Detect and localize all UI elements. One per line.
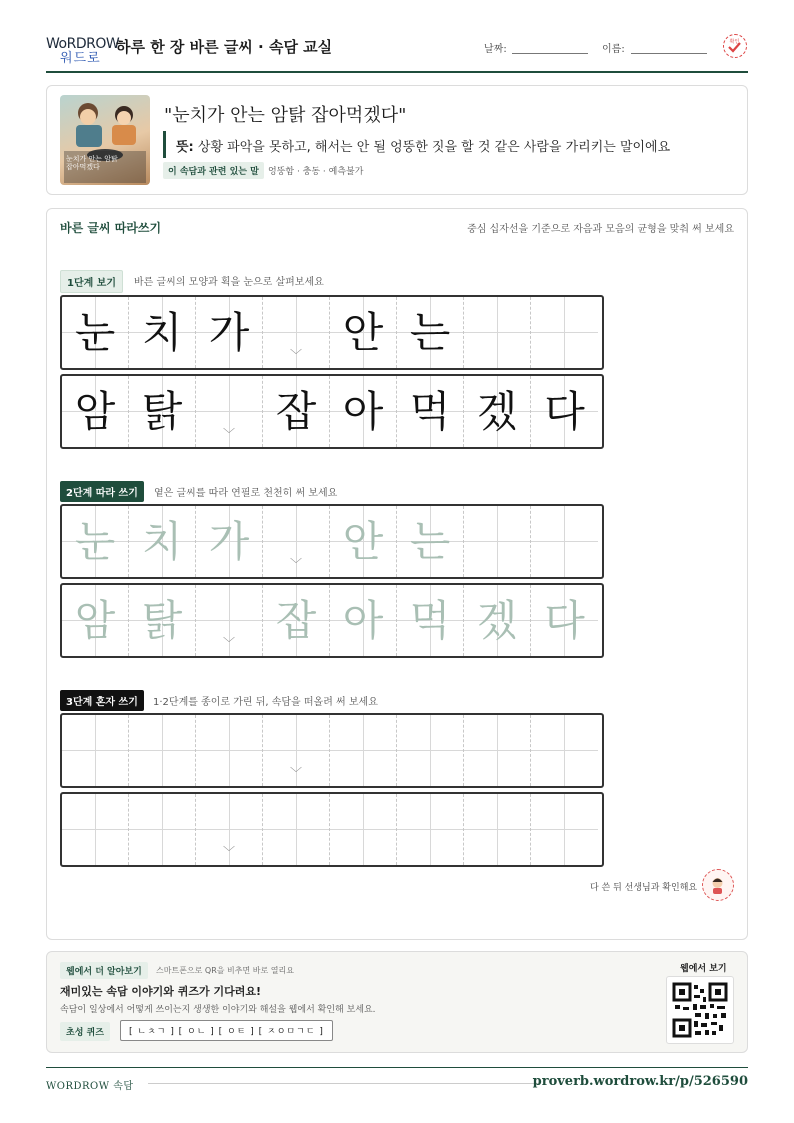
step3-line2[interactable] bbox=[60, 792, 604, 867]
trace-cell[interactable] bbox=[62, 585, 129, 656]
char-cell bbox=[263, 376, 330, 447]
space-mark-icon: ﹀ bbox=[289, 348, 303, 362]
step3-note: 1·2단계를 종이로 가린 뒤, 속담을 떠올려 써 보세요 bbox=[153, 697, 378, 708]
space-mark-icon: ﹀ bbox=[289, 766, 303, 780]
practice-char: 안 bbox=[342, 307, 384, 357]
step2-line1[interactable] bbox=[60, 504, 604, 579]
char-cell bbox=[531, 376, 598, 447]
write-cell[interactable] bbox=[129, 715, 196, 786]
initial-quiz-box: [ ㄴㅊㄱ ] [ ㅇㄴ ] [ ㅇㅌ ] [ ㅈㅇㅁㄱㄷ ] bbox=[120, 1020, 333, 1041]
name-field[interactable] bbox=[631, 53, 707, 54]
proverb-illustration bbox=[60, 95, 150, 185]
trace-char: 암 bbox=[74, 595, 116, 645]
trace-cell[interactable] bbox=[129, 506, 196, 577]
footer-brand: WORDROW 속담 bbox=[46, 1081, 134, 1092]
write-cell[interactable] bbox=[464, 715, 531, 786]
step3-line1[interactable] bbox=[60, 713, 604, 788]
trace-cell[interactable] bbox=[263, 585, 330, 656]
trace-char: 치 bbox=[141, 516, 183, 566]
proverb-title: "눈치가 안는 암탉 잡아먹겠다" bbox=[164, 105, 407, 126]
space-mark-icon: ﹀ bbox=[289, 557, 303, 571]
practice-char: 탉 bbox=[141, 386, 183, 436]
logo-wordmark: WoRDROW bbox=[46, 36, 120, 52]
trace-cell[interactable] bbox=[464, 506, 531, 577]
step1-label: 1단계 보기 bbox=[60, 270, 123, 293]
write-cell[interactable] bbox=[531, 715, 598, 786]
trace-char: 탉 bbox=[141, 595, 183, 645]
related-label: 이 속담과 관련 있는 말 bbox=[163, 162, 264, 179]
char-cell bbox=[62, 297, 129, 368]
step2-note: 옅은 글씨를 따라 연필로 천천히 써 보세요 bbox=[154, 488, 338, 499]
practice-char: 아 bbox=[342, 386, 384, 436]
char-cell bbox=[330, 297, 397, 368]
write-cell[interactable] bbox=[397, 794, 464, 865]
char-cell bbox=[62, 376, 129, 447]
write-cell[interactable] bbox=[129, 794, 196, 865]
char-cell bbox=[129, 297, 196, 368]
trace-char: 먹 bbox=[409, 595, 451, 645]
char-cell bbox=[397, 376, 464, 447]
write-cell[interactable] bbox=[397, 715, 464, 786]
meaning-accent-bar bbox=[163, 131, 166, 158]
date-field[interactable] bbox=[512, 53, 588, 54]
trace-char: 안 bbox=[342, 516, 384, 566]
trace-cell[interactable] bbox=[196, 506, 263, 577]
practice-char: 다 bbox=[544, 386, 585, 436]
step3-label: 3단계 혼자 쓰기 bbox=[60, 690, 144, 711]
space-mark-icon: ﹀ bbox=[222, 845, 236, 859]
char-cell bbox=[397, 297, 464, 368]
name-label: 이름: bbox=[602, 44, 625, 55]
footer-mid-line bbox=[148, 1083, 538, 1084]
space-cell bbox=[263, 297, 330, 368]
trace-cell[interactable] bbox=[397, 585, 464, 656]
page-title: 하루 한 장 바른 글씨 · 속담 교실 bbox=[116, 38, 333, 56]
write-cell[interactable] bbox=[330, 794, 397, 865]
web-more-tag: 웹에서 더 알아보기 bbox=[60, 962, 148, 979]
practice-char: 암 bbox=[74, 386, 116, 436]
trace-char: 눈 bbox=[74, 516, 116, 566]
space-cell bbox=[263, 715, 330, 786]
trace-cell[interactable] bbox=[397, 506, 464, 577]
teacher-check-note: 다 쓴 뒤 선생님과 확인해요 bbox=[590, 883, 698, 893]
thumb-caption: 눈치가 안는 암탉 잡아먹겠다 bbox=[66, 155, 118, 172]
char-cell bbox=[330, 376, 397, 447]
logo-korean: 워드로 bbox=[60, 51, 101, 66]
space-cell bbox=[196, 585, 263, 656]
write-cell[interactable] bbox=[464, 794, 531, 865]
space-cell bbox=[196, 376, 263, 447]
practice-note: 중심 십자선을 기준으로 자음과 모음의 균형을 맞춰 써 보세요 bbox=[467, 224, 734, 235]
footer-divider bbox=[46, 1067, 748, 1068]
char-cell bbox=[129, 376, 196, 447]
char-cell bbox=[531, 297, 598, 368]
footer-url-link[interactable]: proverb.wordrow.kr/p/526590 bbox=[532, 1074, 748, 1089]
web-description: 속담이 일상에서 어떻게 쓰이는지 생생한 이야기와 해설을 웹에서 확인해 보세요. bbox=[60, 1005, 376, 1015]
qr-code[interactable] bbox=[666, 976, 734, 1044]
web-note: 스마트폰으로 QR을 비추면 바로 열리요 bbox=[156, 966, 294, 975]
badge-text: 확인 bbox=[729, 39, 740, 45]
practice-char: 가 bbox=[208, 307, 250, 357]
write-cell[interactable] bbox=[263, 794, 330, 865]
write-cell[interactable] bbox=[531, 794, 598, 865]
proverb-meaning bbox=[176, 136, 670, 155]
trace-cell[interactable] bbox=[330, 585, 397, 656]
space-mark-icon: ﹀ bbox=[222, 427, 236, 441]
write-cell[interactable] bbox=[196, 715, 263, 786]
practice-title: 바른 글씨 따라쓰기 bbox=[60, 221, 162, 235]
web-headline: 재미있는 속담 이야기와 퀴즈가 기다려요! bbox=[60, 985, 261, 998]
trace-char: 는 bbox=[409, 516, 451, 566]
step1-note: 바른 글씨의 모양과 획을 눈으로 살펴보세요 bbox=[134, 277, 324, 288]
char-cell bbox=[464, 376, 531, 447]
write-cell[interactable] bbox=[62, 715, 129, 786]
practice-char: 눈 bbox=[74, 307, 116, 357]
practice-char: 잡 bbox=[275, 386, 317, 436]
meaning-text: 상황 파악을 못하고, 해서는 안 될 엉뚱한 짓을 할 것 같은 사람을 가리키는 말이에요 bbox=[197, 140, 671, 155]
trace-cell[interactable] bbox=[531, 506, 598, 577]
space-cell bbox=[263, 506, 330, 577]
trace-char: 아 bbox=[342, 595, 384, 645]
trace-char: 가 bbox=[208, 516, 250, 566]
meaning-label: 뜻: bbox=[176, 140, 194, 155]
trace-cell[interactable] bbox=[464, 585, 531, 656]
write-cell[interactable] bbox=[62, 794, 129, 865]
date-label: 날짜: bbox=[484, 44, 507, 55]
trace-char: 겠 bbox=[476, 595, 518, 645]
trace-cell[interactable] bbox=[330, 506, 397, 577]
write-cell[interactable] bbox=[330, 715, 397, 786]
trace-cell[interactable] bbox=[129, 585, 196, 656]
wordrow-logo bbox=[46, 36, 120, 66]
teacher-stamp-icon bbox=[702, 869, 734, 901]
trace-char: 다 bbox=[544, 595, 585, 645]
practice-char: 먹 bbox=[409, 386, 451, 436]
header-divider bbox=[46, 71, 748, 73]
trace-char: 잡 bbox=[275, 595, 317, 645]
step2-line2[interactable] bbox=[60, 583, 604, 658]
trace-cell[interactable] bbox=[62, 506, 129, 577]
practice-char: 겠 bbox=[476, 386, 518, 436]
char-cell bbox=[464, 297, 531, 368]
step2-label: 2단계 따라 쓰기 bbox=[60, 481, 144, 502]
check-badge-icon bbox=[723, 34, 747, 58]
practice-char: 치 bbox=[141, 307, 183, 357]
practice-char: 는 bbox=[409, 307, 451, 357]
char-cell bbox=[196, 297, 263, 368]
quiz-tag: 초성 퀴즈 bbox=[60, 1022, 110, 1041]
step1-line2 bbox=[60, 374, 604, 449]
step1-line1 bbox=[60, 295, 604, 370]
related-words: 엉뚱함 · 충동 · 예측불가 bbox=[268, 167, 364, 177]
space-cell bbox=[196, 794, 263, 865]
space-mark-icon: ﹀ bbox=[222, 636, 236, 650]
trace-cell[interactable] bbox=[531, 585, 598, 656]
qr-label: 웹에서 보기 bbox=[680, 964, 727, 974]
